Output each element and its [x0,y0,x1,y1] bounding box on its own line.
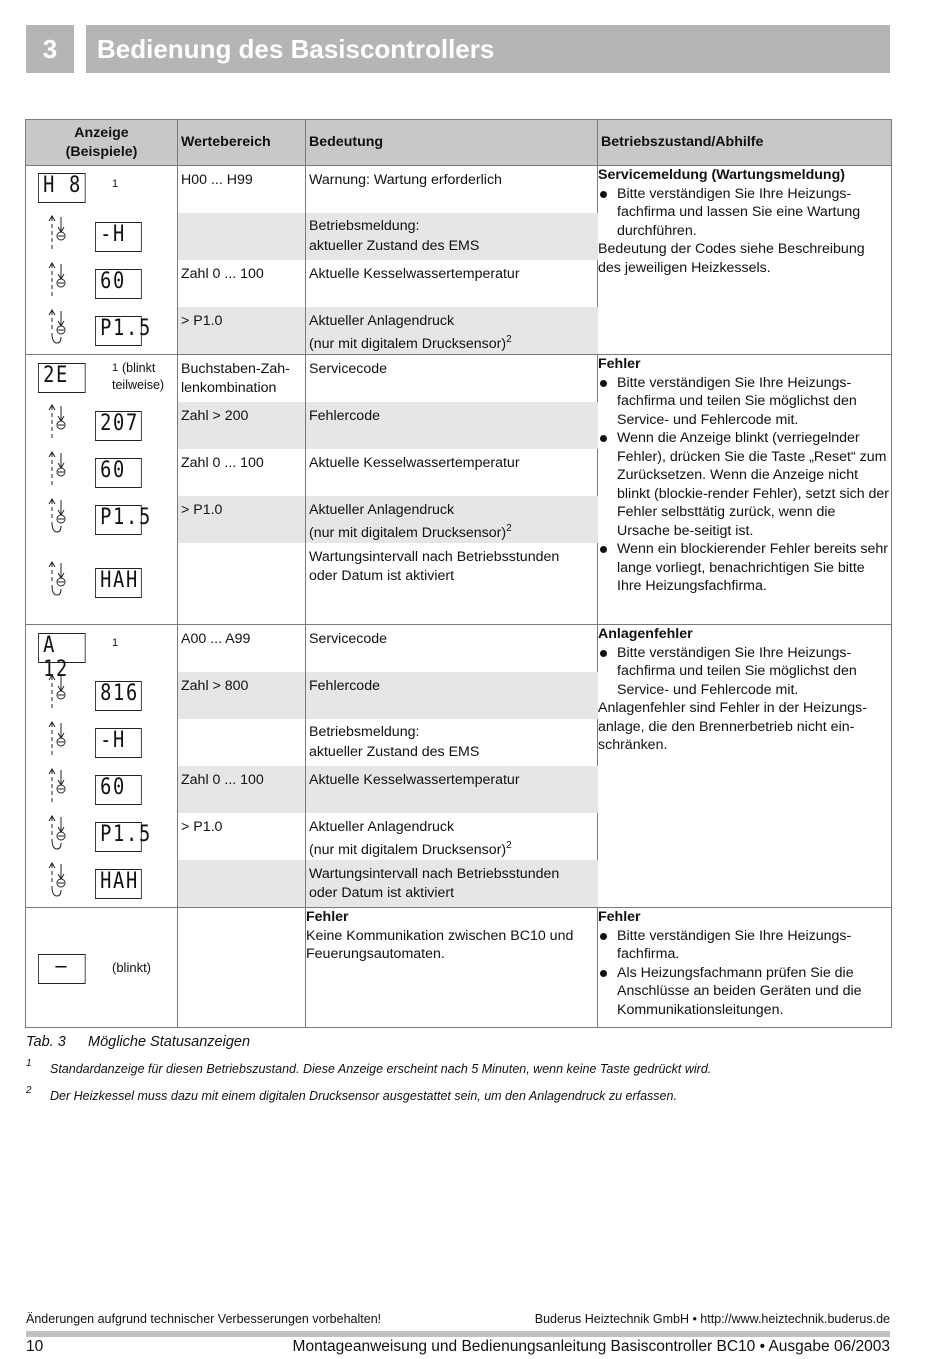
sensor-icon [44,768,70,808]
range-cell [178,543,306,624]
display-cell [26,719,178,766]
range-cell: Zahl 0 ... 100 [178,766,306,813]
blink-note: (blinkt) [112,960,152,975]
lcd-display: -H [95,222,142,252]
lcd-display: HAH [95,568,142,598]
lcd-display: A 12 [38,633,86,663]
header-anzeige: Anzeige (Beispiele) [26,120,178,166]
display-cell [26,355,178,402]
list-item: Als Heizungsfachmann prüfen Sie die Anschlüsse an beiden Geräten und die Kommunikationsleitungen. [598,964,891,1020]
list-item: Bitte verständigen Sie Ihre Heizungs-fachfirma und teilen Sie möglichst den Service- und Fehlercode mit. [598,644,891,700]
display-cell [26,496,178,543]
table-group [26,355,892,625]
range-cell [178,213,306,260]
pressure-sensor-icon [44,561,70,601]
table-header-row [26,120,892,166]
range-cell: Zahl > 200 [178,402,306,449]
pressure-sensor-icon [44,862,70,902]
meaning-cell: Fehlercode [306,672,598,719]
pressure-sensor-icon [44,815,70,855]
status-cell: Fehler Bitte verständigen Sie Ihre Heizungs-fachfirma. Als Heizungsfachmann prüfen Sie die Anschlüsse an beiden Geräten und die Kommunikationsleitungen. [598,908,892,1028]
page-number: 10 [26,1338,44,1355]
list-item: Bitte verständigen Sie Ihre Heizungs-fachfirma und lassen Sie eine Wartung durchführen. [598,185,891,241]
display-cell [26,813,178,860]
meaning-cell: Aktuelle Kesselwassertemperatur [309,455,520,471]
sensor-icon [44,215,70,255]
blink-note: (blinkt [122,361,156,375]
sensor-icon [44,674,70,714]
lcd-display: H 8 [38,173,86,203]
meaning-cell: Wartungsintervall nach Betriebsstunden oder Datum ist aktiviert [306,860,598,907]
status-table [25,119,892,1028]
lcd-display: -H [95,728,142,758]
lcd-display: P1.5 [95,316,142,346]
lcd-display: P1.5 [95,505,142,535]
lcd-display: 816 [95,681,142,711]
page-title: Bedienung des Basiscontrollers [86,25,890,73]
lcd-display: 60 [95,775,142,805]
range-cell: > P1.0 [178,307,306,354]
lcd-display: 60 [95,269,142,299]
footnote-ref: 1 [112,362,119,374]
meaning-cell: Warnung: Wartung erforderlich [309,172,502,188]
footnote-ref: 1 [112,637,119,649]
meaning-cell: Fehler Keine Kommunikation zwischen BC10 und Feuerungsautomaten. [306,908,598,1028]
header-betriebszustand: Betriebszustand/Abhilfe [598,120,892,166]
display-cell [26,672,178,719]
table-group [26,908,892,1028]
status-cell: Anlagenfehler Bitte verständigen Sie Ihre Heizungs-fachfirma und teilen Sie möglichst den Service- und Fehlercode mit. Anlagenfehler sind Fehler in der Heizungs-anlage, die den Brennerbetrieb nicht ein-schränken. [598,625,892,908]
display-cell [26,402,178,449]
display-cell [26,166,178,213]
range-cell: Zahl > 800 [178,672,306,719]
display-cell [26,449,178,496]
status-cell: Servicemeldung (Wartungsmeldung) Bitte verständigen Sie Ihre Heizungs-fachfirma und lassen Sie eine Wartung durchführen. Bedeutung der Codes siehe Beschreibung des jeweiligen Heizkessels. [598,166,892,355]
meaning-cell: Servicecode [309,631,388,647]
range-cell [178,908,306,1028]
range-cell: > P1.0 [178,813,306,860]
meaning-cell: Betriebsmeldung: aktueller Zustand des EMS [306,213,598,260]
footnote-ref: 1 [112,178,119,190]
range-cell: Zahl 0 ... 100 [178,260,306,307]
footer-disclaimer: Änderungen aufgrund technischer Verbesserungen vorbehalten! [26,1312,382,1326]
range-cell [178,719,306,766]
lcd-display: – [38,954,86,984]
range-cell [178,860,306,907]
sensor-icon [44,451,70,491]
display-cell [26,908,178,1028]
display-cell [26,307,178,354]
display-cell [26,260,178,307]
footnote-1: 1 Standardanzeige für diesen Betriebszustand. Diese Anzeige erscheint nach 5 Minuten, wenn keine Taste gedrückt wird. [26,1058,712,1076]
meaning-cell: Aktueller Anlagendruck (nur mit digitalem Drucksensor)$^2$ [309,819,512,858]
table-group [26,625,892,908]
meaning-cell: Aktueller Anlagendruck (nur mit digitalem Drucksensor)$^2$ [306,496,598,543]
lcd-display: P1.5 [95,822,142,852]
range-cell: A00 ... A99 [178,625,306,672]
lcd-display: HAH [95,869,142,899]
list-item: Wenn ein blockierender Fehler bereits sehr lange vorliegt, benachrichtigen Sie bitte Ihre Heizungsfachfirma. [598,540,891,596]
list-item: Wenn die Anzeige blinkt (verriegelnder Fehler), drücken Sie die Taste „Reset“ zum Zurücksetzen. Wenn die Anzeige nicht blinkt (blockie-render Fehler), setzt sich der Fehler selbsttätig zurück, wenn die Ursache be-seitigt ist. [598,429,891,540]
sensor-icon [44,262,70,302]
range-cell: Zahl 0 ... 100 [178,449,306,496]
range-cell: H00 ... H99 [178,166,306,213]
table-caption: Tab. 3 Mögliche Statusanzeigen [26,1034,251,1050]
sensor-icon [44,721,70,761]
footnote-2: 2 Der Heizkessel muss dazu mit einem digitalen Drucksensor ausgestattet sein, um den Anlagendruck zu erfassen. [26,1085,677,1103]
meaning-cell: Fehlercode [306,402,598,449]
table-group [26,166,892,355]
header-wertebereich: Wertebereich [178,120,306,166]
status-cell: Fehler Bitte verständigen Sie Ihre Heizungs-fachfirma und teilen Sie möglichst den Service- und Fehlercode mit. Wenn die Anzeige blinkt (verriegelnder Fehler), drücken Sie die Taste „Reset“ zum Zurücksetzen. Wenn die Anzeige nicht blinkt (blockie-render Fehler), setzt sich der Fehler selbsttätig zurück, wenn die Ursache be-seitigt ist. Wenn ein blockierender Fehler bereits sehr lange vorliegt, benachrichtigen Sie bitte Ihre Heizungsfachfirma. [598,355,892,625]
lcd-display: 207 [95,411,142,441]
range-cell: > P1.0 [178,496,306,543]
display-cell [26,766,178,813]
document-title: Montageanweisung und Bedienungsanleitung Basiscontroller BC10 • Ausgabe 06/2003 [292,1338,890,1355]
display-cell [26,860,178,907]
display-cell [26,625,178,682]
meaning-cell: Betriebsmeldung: aktueller Zustand des EMS [309,724,480,760]
list-item: Bitte verständigen Sie Ihre Heizungs-fachfirma und teilen Sie möglichst den Service- und Fehlercode mit. [598,374,891,430]
chapter-number: 3 [26,25,74,73]
lcd-display: 2E [38,363,86,393]
blink-note: teilweise) [112,378,165,392]
footer-divider [26,1331,890,1337]
range-cell: Buchstaben-Zah- lenkombination [178,355,306,402]
lcd-display: 60 [95,458,142,488]
footer-company: Buderus Heiztechnik GmbH • http://www.heiztechnik.buderus.de [534,1312,890,1326]
header-bedeutung: Bedeutung [306,120,598,166]
meaning-cell: Servicecode [309,361,388,377]
meaning-cell: Aktuelle Kesselwassertemperatur [309,266,520,282]
display-cell [26,213,178,260]
sensor-icon [44,404,70,444]
meaning-cell: Wartungsintervall nach Betriebsstunden oder Datum ist aktiviert [309,549,560,584]
display-cell [26,543,178,624]
list-item: Bitte verständigen Sie Ihre Heizungs-fachfirma. [598,927,891,964]
pressure-sensor-icon [44,498,70,538]
meaning-cell: Aktueller Anlagendruck (nur mit digitalem Drucksensor)$^2$ [306,307,598,354]
pressure-sensor-icon [44,309,70,349]
meaning-cell: Aktuelle Kesselwassertemperatur [306,766,598,813]
